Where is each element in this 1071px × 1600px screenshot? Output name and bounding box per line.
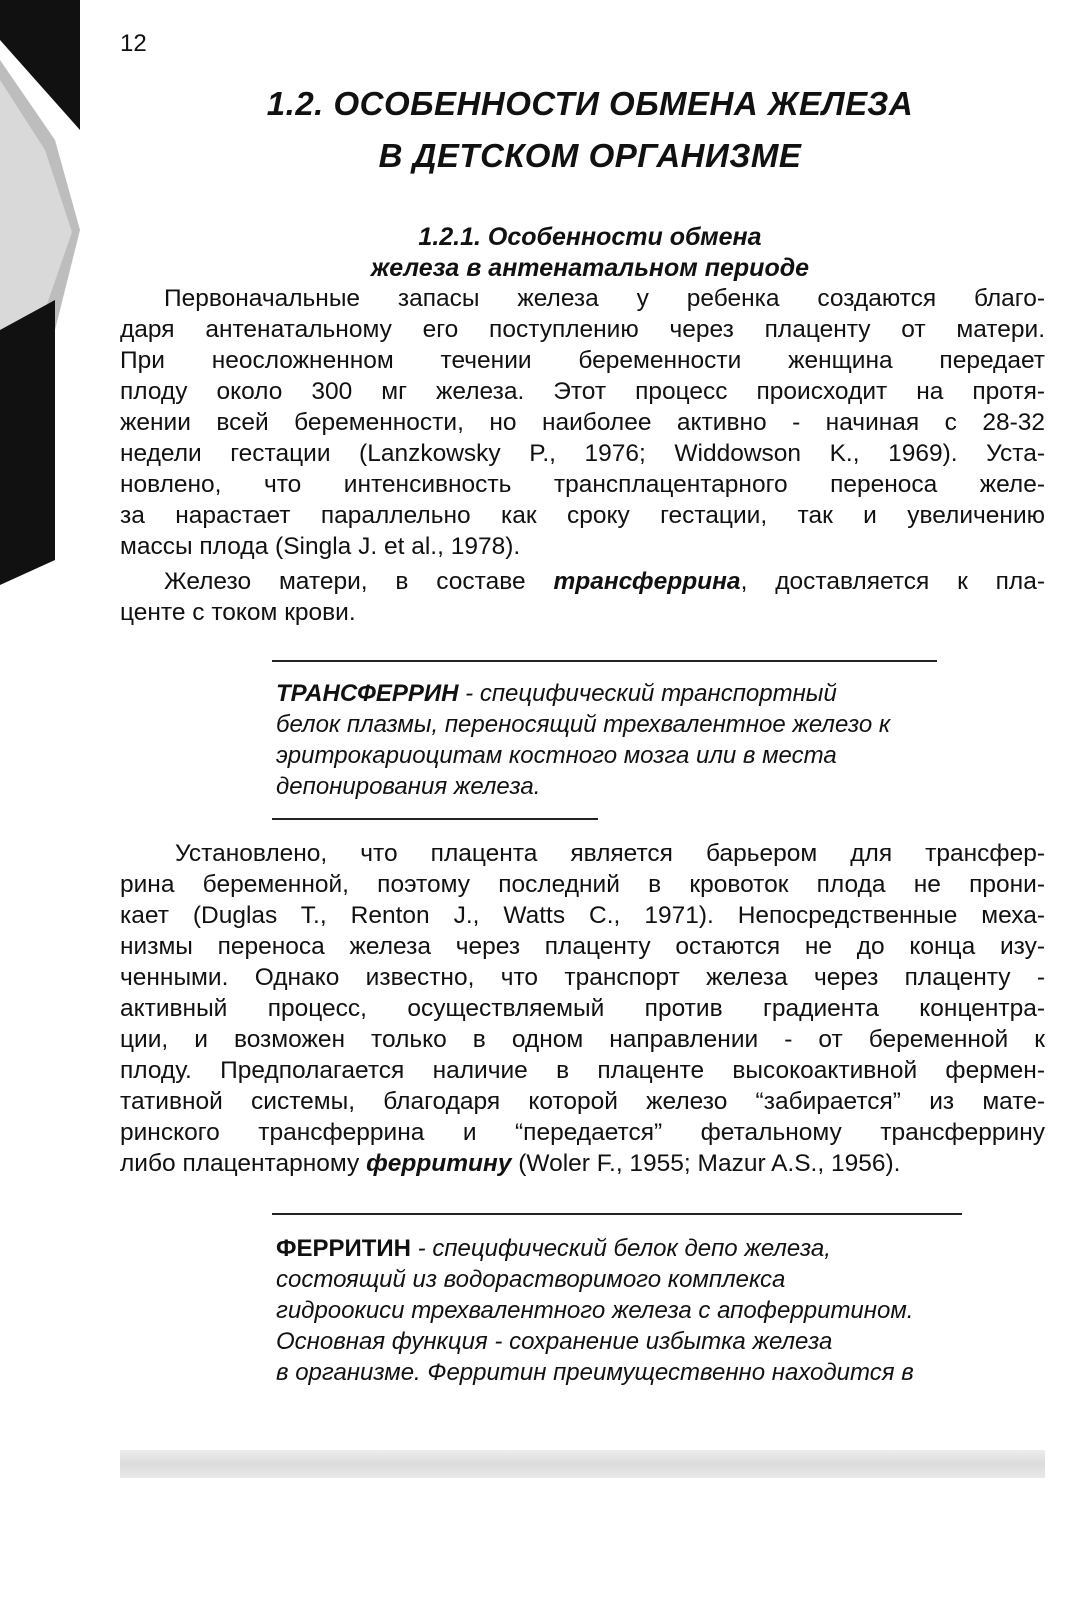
paragraph-line: активный процесс, осуществляемый против градиента концентра-: [120, 995, 1045, 1022]
definition-top-rule: [272, 1213, 962, 1215]
paragraph-line: новлено, что интенсивность трансплацентарного переноса желе-: [120, 471, 1045, 498]
paragraph-line: рина беременной, поэтому последний в кровоток плода не прони-: [120, 871, 1045, 898]
paragraph-1: [120, 283, 1045, 562]
paragraph-line: недели гестации (Lanzkowsky P., 1976; Widdowson K., 1969). Уста-: [120, 440, 1045, 467]
definition-line: гидроокиси трехвалентного железа с апоферритином.: [276, 1297, 914, 1324]
definition-term: ФЕРРИТИН: [276, 1235, 411, 1262]
definition-top-rule: [272, 660, 937, 662]
chapter-title: [150, 78, 1030, 182]
definition-ferritin: [276, 1233, 1036, 1388]
paragraph-line: плоду. Предполагается наличие в плаценте высокоактивной фермен-: [120, 1057, 1045, 1084]
emphasis-transferrin: трансферрина: [553, 568, 741, 595]
chapter-title-line1: 1.2. ОСОБЕННОСТИ ОБМЕНА ЖЕЛЕЗА: [266, 85, 914, 122]
paragraph-2: [120, 566, 1045, 628]
paragraph-line: ции, и возможен только в одном направлении - от беременной к: [120, 1026, 1045, 1053]
definition-line: в организме. Ферритин преимущественно находится в: [276, 1359, 914, 1386]
definition-line: ТРАНСФЕРРИН - специфический транспортный: [276, 680, 837, 707]
paragraph-line: жении всей беременности, но наиболее активно - начиная с 28-32: [120, 409, 1045, 436]
paragraph-line: Установлено, что плацента является барьером для трансфер-: [175, 840, 1045, 867]
definition-line: Основная функция - сохранение избытка железа: [276, 1328, 833, 1355]
definition-line: состоящий из водорастворимого комплекса: [276, 1266, 786, 1293]
page-number: 12: [120, 30, 147, 57]
definition-line: эритрокариоцитам костного мозга или в места: [276, 742, 837, 769]
paragraph-line: массы плода (Singla J. et al., 1978).: [120, 533, 521, 560]
paragraph-line: даря антенатальному его поступлению через плаценту от матери.: [120, 316, 1045, 343]
paragraph-line: плоду около 300 мг железа. Этот процесс происходит на протя-: [120, 378, 1045, 405]
paragraph-3: [120, 838, 1045, 1179]
paragraph-line: Железо матери, в составе трансферрина, доставляется к пла-: [164, 568, 1045, 595]
definition-bottom-rule: [272, 818, 598, 820]
paragraph-line: Первоначальные запасы железа у ребенка создаются благо-: [164, 285, 1045, 312]
definition-line: депонирования железа.: [276, 773, 541, 800]
definition-transferrin: [276, 678, 1036, 802]
definition-term: ТРАНСФЕРРИН: [276, 680, 459, 707]
paragraph-line: ченными. Однако известно, что транспорт железа через плаценту -: [120, 964, 1045, 991]
scan-bottom-shadow: [120, 1450, 1045, 1478]
paragraph-line: При неосложненном течении беременности женщина передает: [120, 347, 1045, 374]
paragraph-line: за нарастает параллельно как сроку гестации, так и увеличению: [120, 502, 1045, 529]
section-title-line1: 1.2.1. Особенности обмена: [418, 223, 762, 251]
section-title: [200, 222, 980, 284]
section-title-line2: железа в антенатальном периоде: [370, 254, 810, 282]
paragraph-line: кает (Duglas T., Renton J., Watts C., 1971). Непосредственные меха-: [120, 902, 1045, 929]
paragraph-line: тативной системы, благодаря которой железо “забирается” из мате-: [120, 1088, 1045, 1115]
paragraph-line: центе с током крови.: [120, 599, 356, 626]
paragraph-line: ринского трансферрина и “передается” фетальному трансферрину: [120, 1119, 1045, 1146]
definition-line: белок плазмы, переносящий трехвалентное железо к: [276, 711, 891, 738]
chapter-title-line2: В ДЕТСКОМ ОРГАНИЗМЕ: [378, 137, 802, 174]
definition-line: ФЕРРИТИН - специфический белок депо железа,: [276, 1235, 831, 1262]
binding-shadow: [0, 0, 80, 620]
emphasis-ferritin: ферритину: [366, 1150, 512, 1177]
paragraph-line: низмы переноса железа через плаценту остаются не до конца изу-: [120, 933, 1045, 960]
paragraph-line: либо плацентарному ферритину (Woler F., 1955; Mazur A.S., 1956).: [120, 1150, 901, 1177]
